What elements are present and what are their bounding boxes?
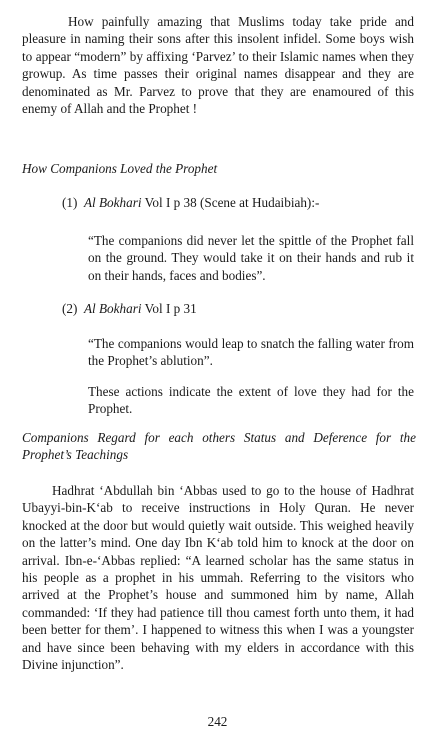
reference-2-detail: Vol I p 31: [144, 301, 197, 316]
reference-1-number: (1): [62, 195, 78, 210]
reference-2: [62, 300, 197, 317]
heading-companions-regard: Companions Regard for each others Status and Deference for the Prophet’s Teachings: [22, 430, 416, 463]
heading-companions-loved-prophet: How Companions Loved the Prophet: [22, 161, 218, 176]
quote-spittle: “The companions did never let the spittle of the Prophet fall on the ground. They would take it on their hands and rub it on their hands, faces and bodies”.: [88, 233, 414, 283]
reference-1-book: Al Bokhari: [83, 195, 142, 210]
reference-2-number: (2): [62, 301, 78, 316]
quote-ablution: “The companions would leap to snatch the falling water from the Prophet’s ablution”.: [88, 336, 414, 369]
reference-1-detail: Vol I p 38 (Scene at Hudaibiah):-: [144, 195, 320, 210]
paragraph-parvez: How painfully amazing that Muslims today take pride and pleasure in naming their sons after this insolent infidel. Some boys wish to appear “modern” by affixing ‘Parvez’ to their Islamic names when they growup. As time passes their original names disappear and they are denominated as Mr. Parvez to prove that they are enamoured of this enemy of Allah and the Prophet !: [22, 14, 414, 117]
page-number: 242: [207, 714, 228, 729]
paragraph-ibn-abbas: Hadhrat ‘Abdullah bin ‘Abbas used to go to the house of Hadhrat Ubayyi-bin-K‘ab to receive instructions in Holy Quran. He never knocked at the door but would quietly wait outside. This weighed heavily on the latter’s mind. One day Ibn K‘ab told him to knock at the door on arrival. Ibn-e-‘Abbas replied: “A learned scholar has the same status in his people as a prophet in his ummah. Referring to the visitors who arrived at the Prophet’s house and summoned him by name, Allah commanded: ‘If they had patience till thou camest forth unto them, it had been better for them’. I happened to witness this when I was a youngster and have since been behaving with my elders in accordance with this Divine injunction”.: [22, 483, 414, 673]
reference-2-book: Al Bokhari: [83, 301, 142, 316]
note-love: These actions indicate the extent of love they had for the Prophet.: [88, 384, 414, 417]
reference-1: [62, 194, 319, 211]
